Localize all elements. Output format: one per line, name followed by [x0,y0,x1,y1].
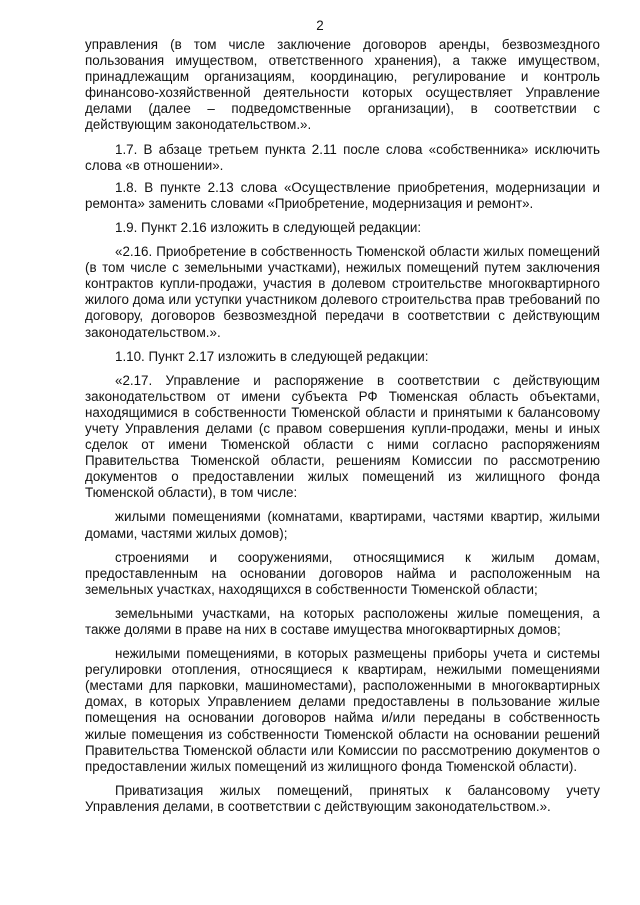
paragraph: управления (в том числе заключение договоров аренды, безвозмездного пользования имуществом, ответственного хранения), а также имуществом, принадлежащим организациям, координацию, регулирование и контроль финансово-хозяйственной деятельности которых осуществляет Управление делами (далее – подведомственные организации), в соответствии с действующим законодательством.». [85,37,600,133]
page-number: 2 [316,18,324,33]
paragraph: нежилыми помещениями, в которых размещены приборы учета и системы регулировки отопления, относящиеся к квартирам, нежилыми помещениями (местами для парковки, машиноместами), расположенными в многоквартирных домах, в которых Управлением делами предоставлены в пользование жилые помещения на основании договоров найма и/или переданы в собственность жилые помещения из собственности Тюменской области на основании решений Правительства Тюменской области или Комиссии по рассмотрению документов о предоставлении жилых помещений из жилищного фонда Тюменской области). [85,646,600,774]
paragraph: жилыми помещениями (комнатами, квартирами, частями квартир, жилыми домами, частями жилых домов); [85,509,600,541]
document-body [85,37,600,823]
paragraph: 1.7. В абзаце третьем пункта 2.11 после слова «собственника» исключить слова «в отношении». [85,141,600,173]
paragraph: 1.8. В пункте 2.13 слова «Осуществление приобретения, модернизации и ремонта» заменить словами «Приобретение, модернизация и ремонт». [85,179,600,211]
paragraph: 1.10. Пункт 2.17 изложить в следующей редакции: [115,348,429,364]
paragraph: «2.17. Управление и распоряжение в соответствии с действующим законодательством от имени субъекта РФ Тюменская область объектами, находящимися в собственности Тюменской области и принятыми к балансовому учету Управления делами (с правом совершения купли-продажи, мены и иных сделок от имени Тюменской области с ними согласно распоряжениям Правительства Тюменской области, решениям Комиссии по рассмотрению документов о предоставлении жилых помещений из жилищного фонда Тюменской области), в том числе: [85,372,600,501]
paragraph: 1.9. Пункт 2.16 изложить в следующей редакции: [115,219,422,235]
paragraph: Приватизация жилых помещений, принятых к балансовому учету Управления делами, в соответствии с действующим законодательством.». [85,782,600,814]
paragraph: «2.16. Приобретение в собственность Тюменской области жилых помещений (в том числе с земельными участками), нежилых помещений путем заключения контрактов купли-продажи, участия в долевом строительстве многоквартирного жилого дома или уступки участником долевого строительства прав требований по договору, договоров безвозмездной передачи в соответствии с действующим законодательством.». [85,244,600,340]
paragraph: земельными участками, на которых расположены жилые помещения, а также долями в праве на них в составе имущества многоквартирных домов; [85,605,600,637]
paragraph: строениями и сооружениями, относящимися к жилым домам, предоставленным на основании договоров найма и расположенным на земельных участках, находящихся в собственности Тюменской области; [85,549,600,597]
